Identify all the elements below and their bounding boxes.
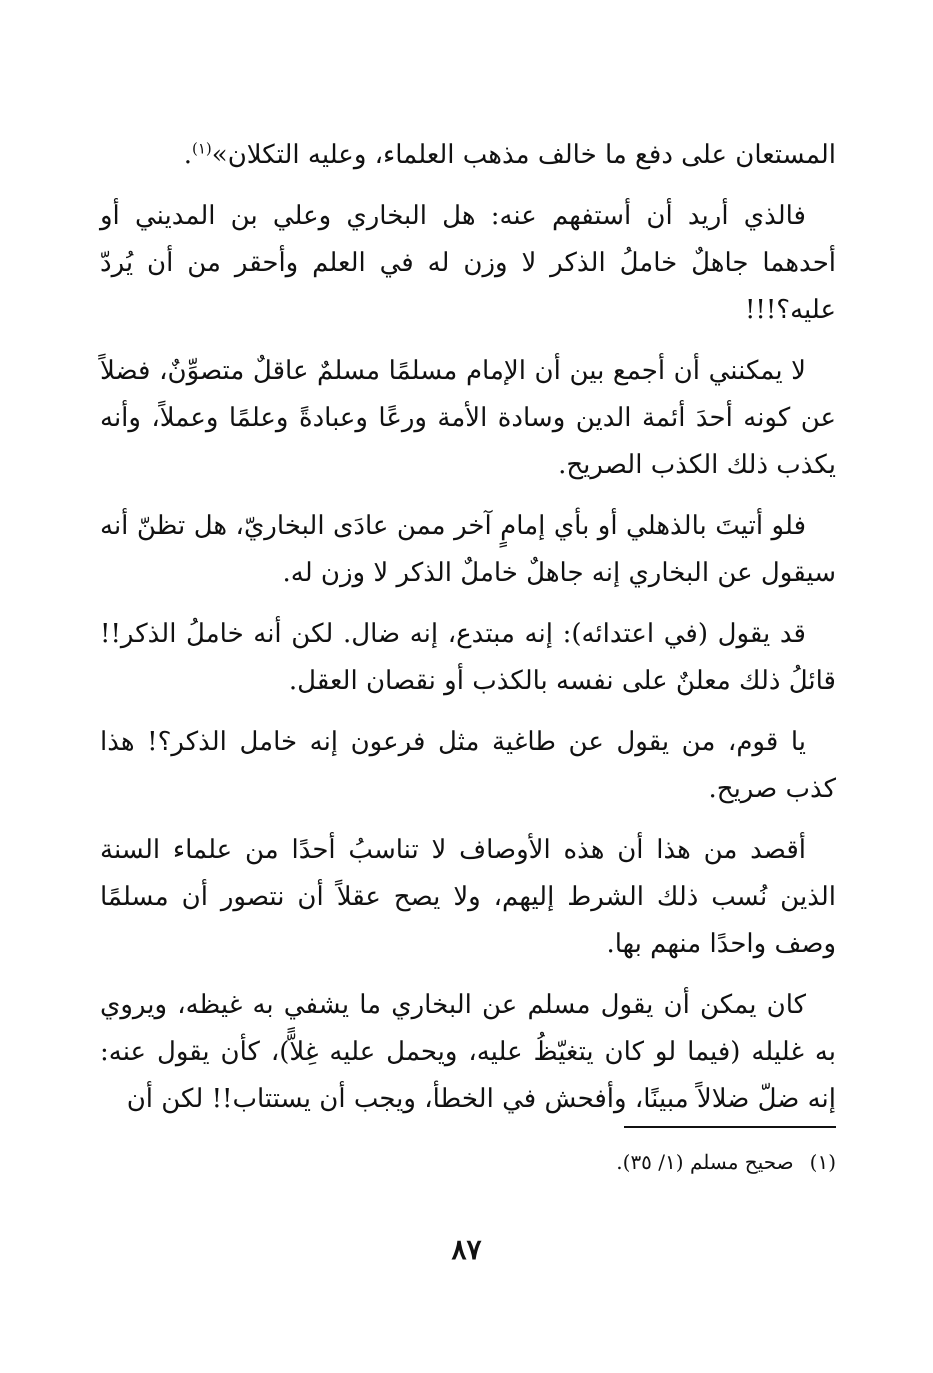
paragraph-7: أقصد من هذا أن هذه الأوصاف لا تناسبُ أحدًا من علماء السنة الذين نُسب ذلك الشرط إليهم، ولا يصح عقلاً أن نتصور أن مسلمًا وصف واحدًا منهم بها. [100, 835, 836, 959]
footnote-number: (١) [809, 1150, 836, 1174]
footnote [336, 1146, 836, 1178]
paragraph-3: لا يمكنني أن أجمع بين أن الإمام مسلمًا مسلمٌ عاقلٌ متصوِّنٌ، فضلاً عن كونه أحدَ أئمة الدين وسادة الأمة ورعًا وعبادةً وعلمًا وعملاً، وأنه يكذب ذلك الكذب الصريح. [100, 356, 836, 480]
paragraph-6: يا قوم، من يقول عن طاغية مثل فرعون إنه خامل الذكر؟! هذا كذب صريح. [100, 727, 836, 804]
paragraph-4: فلو أتيتَ بالذهلي أو بأي إمامٍ آخر ممن عادَى البخاريّ، هل تظنّ أنه سيقول عن البخاري إنه جاهلٌ خاملٌ الذكر لا وزن له. [100, 511, 836, 588]
footnote-reference: (١) [192, 139, 212, 158]
footnote-divider [624, 1126, 836, 1128]
paragraph-2: فالذي أريد أن أستفهم عنه: هل البخاري وعلي بن المديني أو أحدهما جاهلٌ خاملُ الذكر لا وزن له في العلم وأحقر من أن يُردّ عليه؟!!! [100, 201, 836, 325]
paragraph-1 [100, 132, 836, 179]
paragraph-text: المستعان على دفع ما خالف مذهب العلماء، وعليه التكلان» [211, 140, 836, 170]
footnote-text: صحيح مسلم (١/ ٣٥). [616, 1150, 794, 1174]
body-text [100, 132, 836, 1137]
paragraph-5: قد يقول (في اعتدائه): إنه مبتدع، إنه ضال. لكن أنه خاملُ الذكر!! قائلُ ذلك معلنٌ على نفسه بالكذب أو نقصان العقل. [100, 619, 836, 696]
page-number: ٨٧ [451, 1233, 482, 1266]
paragraph-end-punctuation: . [183, 140, 192, 170]
paragraph-8: كان يمكن أن يقول مسلم عن البخاري ما يشفي به غيظه، ويروي به غليله (فيما لو كان يتغيّظُ عليه، ويحمل عليه غِلاًّ)، كأن يقول عنه: إنه ضلّ ضلالاً مبينًا، وأفحش في الخطأ، ويجب أن يستتاب!! لكن أن [100, 990, 836, 1114]
